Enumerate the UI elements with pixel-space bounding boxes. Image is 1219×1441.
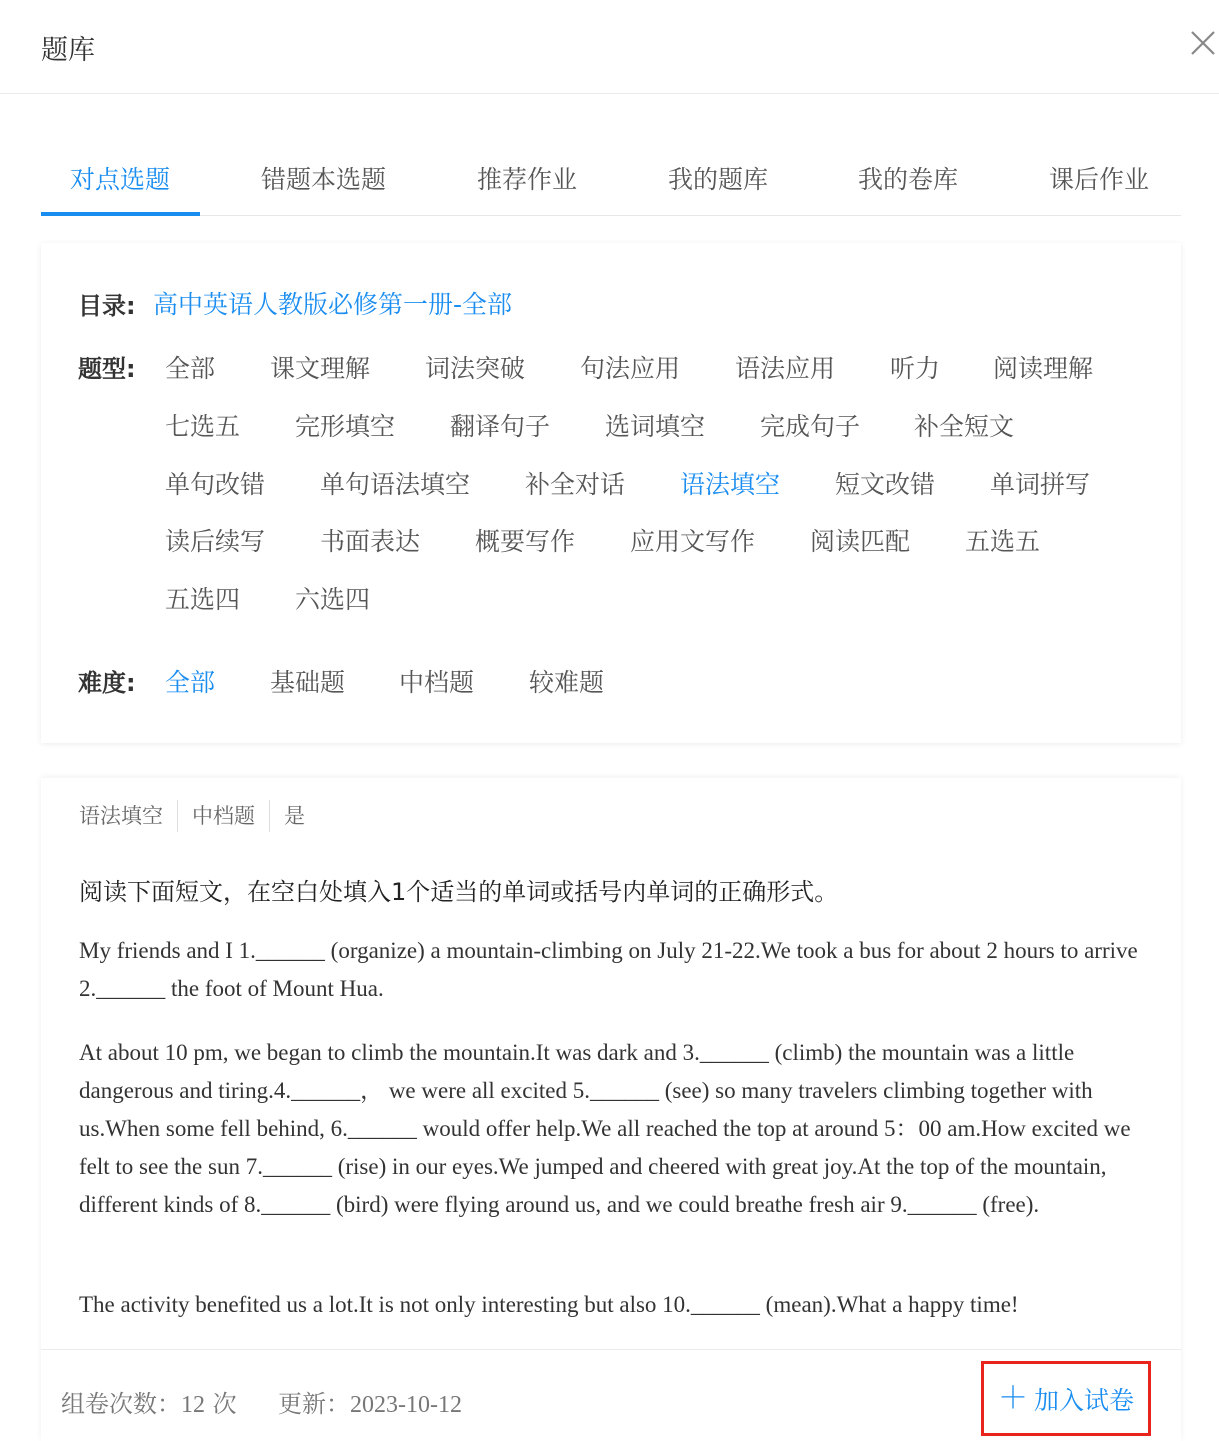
dialog-title: 题库 bbox=[41, 35, 95, 66]
updated-label: 更新： bbox=[278, 1390, 350, 1418]
type-option[interactable]: 书面表达 bbox=[320, 527, 421, 556]
type-option[interactable]: 句法应用 bbox=[580, 354, 681, 383]
difficulty-option[interactable]: 基础题 bbox=[270, 668, 346, 697]
type-option[interactable]: 读后续写 bbox=[165, 527, 266, 556]
question-card bbox=[41, 778, 1181, 1441]
type-option[interactable]: 语法填空 bbox=[680, 470, 781, 499]
difficulty-option[interactable]: 较难题 bbox=[529, 668, 605, 697]
tab-my-questions[interactable]: 我的题库 bbox=[668, 165, 769, 194]
type-option[interactable]: 听力 bbox=[890, 354, 941, 383]
difficulty-option[interactable]: 中档题 bbox=[399, 668, 475, 697]
question-tags bbox=[79, 800, 319, 832]
type-option[interactable]: 单词拼写 bbox=[990, 470, 1091, 499]
update-date bbox=[278, 1384, 462, 1419]
difficulty-option[interactable]: 全部 bbox=[165, 668, 216, 697]
type-option[interactable]: 应用文写作 bbox=[630, 527, 756, 556]
type-option[interactable]: 阅读匹配 bbox=[810, 527, 911, 556]
type-option[interactable]: 完形填空 bbox=[295, 412, 396, 441]
type-option[interactable]: 补全对话 bbox=[525, 470, 626, 499]
type-option[interactable]: 全部 bbox=[165, 354, 216, 383]
type-option[interactable]: 阅读理解 bbox=[993, 354, 1094, 383]
tag-type: 语法填空 bbox=[79, 804, 163, 828]
catalog-value-link[interactable]: 高中英语人教版必修第一册-全部 bbox=[153, 290, 513, 319]
close-icon[interactable] bbox=[1190, 30, 1219, 64]
difficulty-label: 难度: bbox=[78, 669, 136, 697]
filter-panel bbox=[41, 243, 1181, 743]
type-option[interactable]: 七选五 bbox=[165, 412, 241, 441]
type-option[interactable]: 六选四 bbox=[295, 585, 371, 614]
tab-recommended[interactable]: 推荐作业 bbox=[477, 165, 578, 194]
add-to-paper-label: 加入试卷 bbox=[1033, 1385, 1134, 1415]
type-option[interactable]: 选词填空 bbox=[605, 412, 706, 441]
type-option[interactable]: 五选四 bbox=[165, 585, 241, 614]
usage-label: 组卷次数： bbox=[61, 1390, 181, 1418]
card-divider bbox=[41, 1349, 1181, 1350]
type-option[interactable]: 短文改错 bbox=[835, 470, 936, 499]
tab-point-select[interactable]: 对点选题 bbox=[70, 165, 171, 194]
plus-icon: ＋ bbox=[997, 1380, 1028, 1416]
type-option[interactable]: 词法突破 bbox=[425, 354, 526, 383]
tag-difficulty: 中档题 bbox=[177, 800, 269, 832]
dialog-header bbox=[0, 0, 1219, 94]
updated-value: 2023-10-12 bbox=[350, 1392, 462, 1418]
passage-paragraph-3: The activity benefited us a lot.It is not only interesting but also 10.______ (mean).What a happy time! bbox=[79, 1292, 1019, 1317]
tab-bar bbox=[41, 146, 1181, 216]
usage-unit: 次 bbox=[212, 1390, 237, 1418]
type-option[interactable]: 五选五 bbox=[965, 527, 1041, 556]
type-option[interactable]: 翻译句子 bbox=[450, 412, 551, 441]
usage-number: 12 bbox=[181, 1392, 205, 1418]
type-option[interactable]: 完成句子 bbox=[760, 412, 861, 441]
catalog-label: 目录: bbox=[78, 292, 136, 320]
type-option[interactable]: 单句语法填空 bbox=[320, 470, 471, 499]
tab-homework[interactable]: 课后作业 bbox=[1049, 165, 1150, 194]
type-option[interactable]: 语法应用 bbox=[735, 354, 836, 383]
tag-extra: 是 bbox=[269, 800, 319, 832]
passage-paragraph-2: At about 10 pm, we began to climb the mountain.It was dark and 3.______ (climb) the mountain was a little dangerous and tiring.4.______， we were all excited 5.______ (see) so many travelers climbing together with us.When some fell behind, 6.______ would offer help.We all reached the top at around 5：00 am.How excited we felt to see the sun 7.______ (rise) in our eyes.We jumped and cheered with great joy.At the top of the mountain, different kinds of 8.______ (bird) were flying around us, and we could breathe fresh air 9.______ (free). bbox=[79, 1040, 1131, 1217]
add-to-paper-button[interactable] bbox=[981, 1361, 1151, 1436]
passage-paragraph-1: My friends and I 1.______ (organize) a mountain-climbing on July 21-22.We took a bus for about 2 hours to arrive 2.______ the foot of Mount Hua. bbox=[79, 938, 1138, 1001]
type-option[interactable]: 补全短文 bbox=[914, 412, 1015, 441]
tab-my-papers[interactable]: 我的卷库 bbox=[858, 165, 959, 194]
type-label: 题型: bbox=[78, 355, 136, 383]
active-tab-indicator bbox=[41, 212, 200, 216]
tab-mistake-book[interactable]: 错题本选题 bbox=[261, 165, 387, 194]
type-option[interactable]: 课文理解 bbox=[270, 354, 371, 383]
question-instruction: 阅读下面短文，在空白处填入1个适当的单词或括号内单词的正确形式。 bbox=[79, 878, 839, 906]
type-option[interactable]: 概要写作 bbox=[475, 527, 576, 556]
usage-count bbox=[61, 1384, 237, 1419]
type-option[interactable]: 单句改错 bbox=[165, 470, 266, 499]
